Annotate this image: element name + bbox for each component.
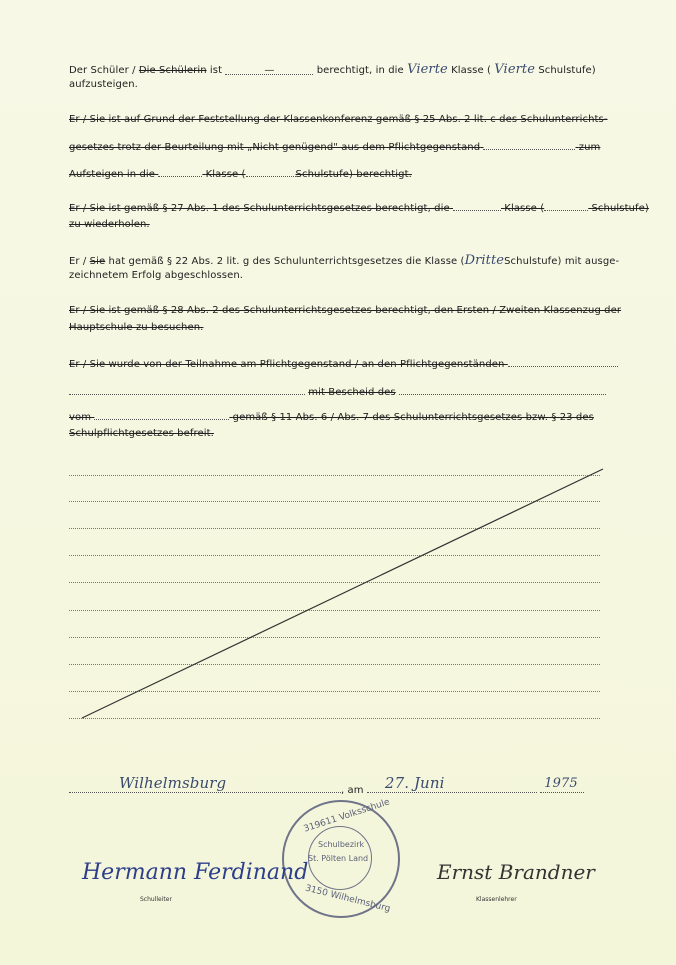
date-blank	[367, 774, 537, 793]
headmaster-signature: Hermann Ferdinand	[82, 860, 309, 885]
text-fragment: mit Bescheid des	[308, 387, 396, 398]
handwritten-level: Dritte	[464, 253, 505, 268]
text-fragment: aufzusteigen.	[69, 79, 138, 90]
text-fragment: ist	[206, 65, 226, 76]
text-fragment: Hauptschule zu besuchen.	[69, 322, 204, 333]
text-fragment: Aufsteigen in die	[69, 169, 156, 180]
struck-text: Die Schülerin	[138, 65, 207, 76]
text-fragment: zeichnetem Erfolg abgeschlossen.	[69, 270, 244, 281]
handwritten-date: 27. Juni	[384, 774, 445, 792]
stamp-mid-text: Schulbezirk	[318, 840, 365, 849]
text-fragment: Er / Sie ist gemäß § 27 Abs. 1 des Schulunterrichtsgesetzes berechtigt, die	[69, 203, 450, 214]
text-fragment: Der Schüler /	[69, 65, 139, 76]
text-fragment: hat gemäß § 22 Abs. 2 lit. g des Schulunterrichtsgesetzes die Klasse (	[105, 256, 465, 267]
handwritten-year: 1975	[544, 776, 578, 791]
text-fragment: Schulstufe) mit ausge-	[504, 256, 620, 267]
name-dash: —	[264, 65, 275, 76]
diagonal-line	[82, 469, 603, 718]
text-fragment: zu wiederholen.	[69, 219, 150, 230]
text-fragment: Klasse (	[205, 169, 246, 180]
place-date-line	[69, 774, 584, 796]
teacher-signature: Ernst Brandner	[437, 860, 595, 884]
stamp-top-text: 319611 Volksschule	[302, 797, 392, 835]
handwritten-place: Wilhelmsburg	[119, 774, 227, 792]
year-blank	[540, 776, 584, 793]
handwritten-class: Vierte	[407, 62, 448, 77]
text-fragment: Er /	[69, 256, 90, 267]
teacher-caption: Klassenlehrer	[476, 896, 517, 903]
text-fragment: Er / Sie wurde von der Teilnahme am Pflichtgegenstand / an den Pflichtgegenständen	[69, 359, 505, 370]
place-blank	[69, 774, 341, 793]
text-fragment: gemäß § 11 Abs. 6 / Abs. 7 des Schulunterrichtsgesetzes bzw. § 23 des	[232, 412, 594, 423]
text-fragment: Klasse (	[447, 65, 495, 76]
text-fragment: Schulstufe) berechtigt.	[295, 169, 412, 180]
text-fragment: , am	[341, 785, 364, 796]
text-fragment: berechtigt, in die	[313, 65, 408, 76]
text-fragment: zum	[578, 142, 601, 153]
text-fragment: Schulstufe)	[535, 65, 596, 76]
text-fragment: gesetzes trotz der Beurteilung mit „Nicht genügend" aus dem Pflichtgegenstand	[69, 142, 481, 153]
text-fragment: Klasse (	[504, 203, 545, 214]
text-fragment: Schulstufe)	[591, 203, 649, 214]
school-stamp	[282, 797, 400, 918]
text-fragment: vom	[69, 412, 92, 423]
stamp-mid-text: St. Pölten Land	[308, 854, 369, 863]
stamp-bottom-text: 3150 Wilhelmsburg	[304, 883, 392, 915]
text-fragment: Er / Sie ist auf Grund der Feststellung der Klassenkonferenz gemäß § 25 Abs. 2 lit. c des Schulunterrichts-	[69, 114, 608, 125]
text-fragment: Schulpflichtgesetzes befreit.	[69, 428, 214, 439]
text-fragment: Er / Sie ist gemäß § 28 Abs. 2 des Schulunterrichtsgesetzes berechtigt, den Ersten / Zweiten Klassenzug der	[69, 305, 622, 316]
headmaster-caption: Schulleiter	[140, 896, 172, 903]
struck-text: Sie	[89, 256, 106, 267]
handwritten-level: Vierte	[494, 62, 536, 77]
